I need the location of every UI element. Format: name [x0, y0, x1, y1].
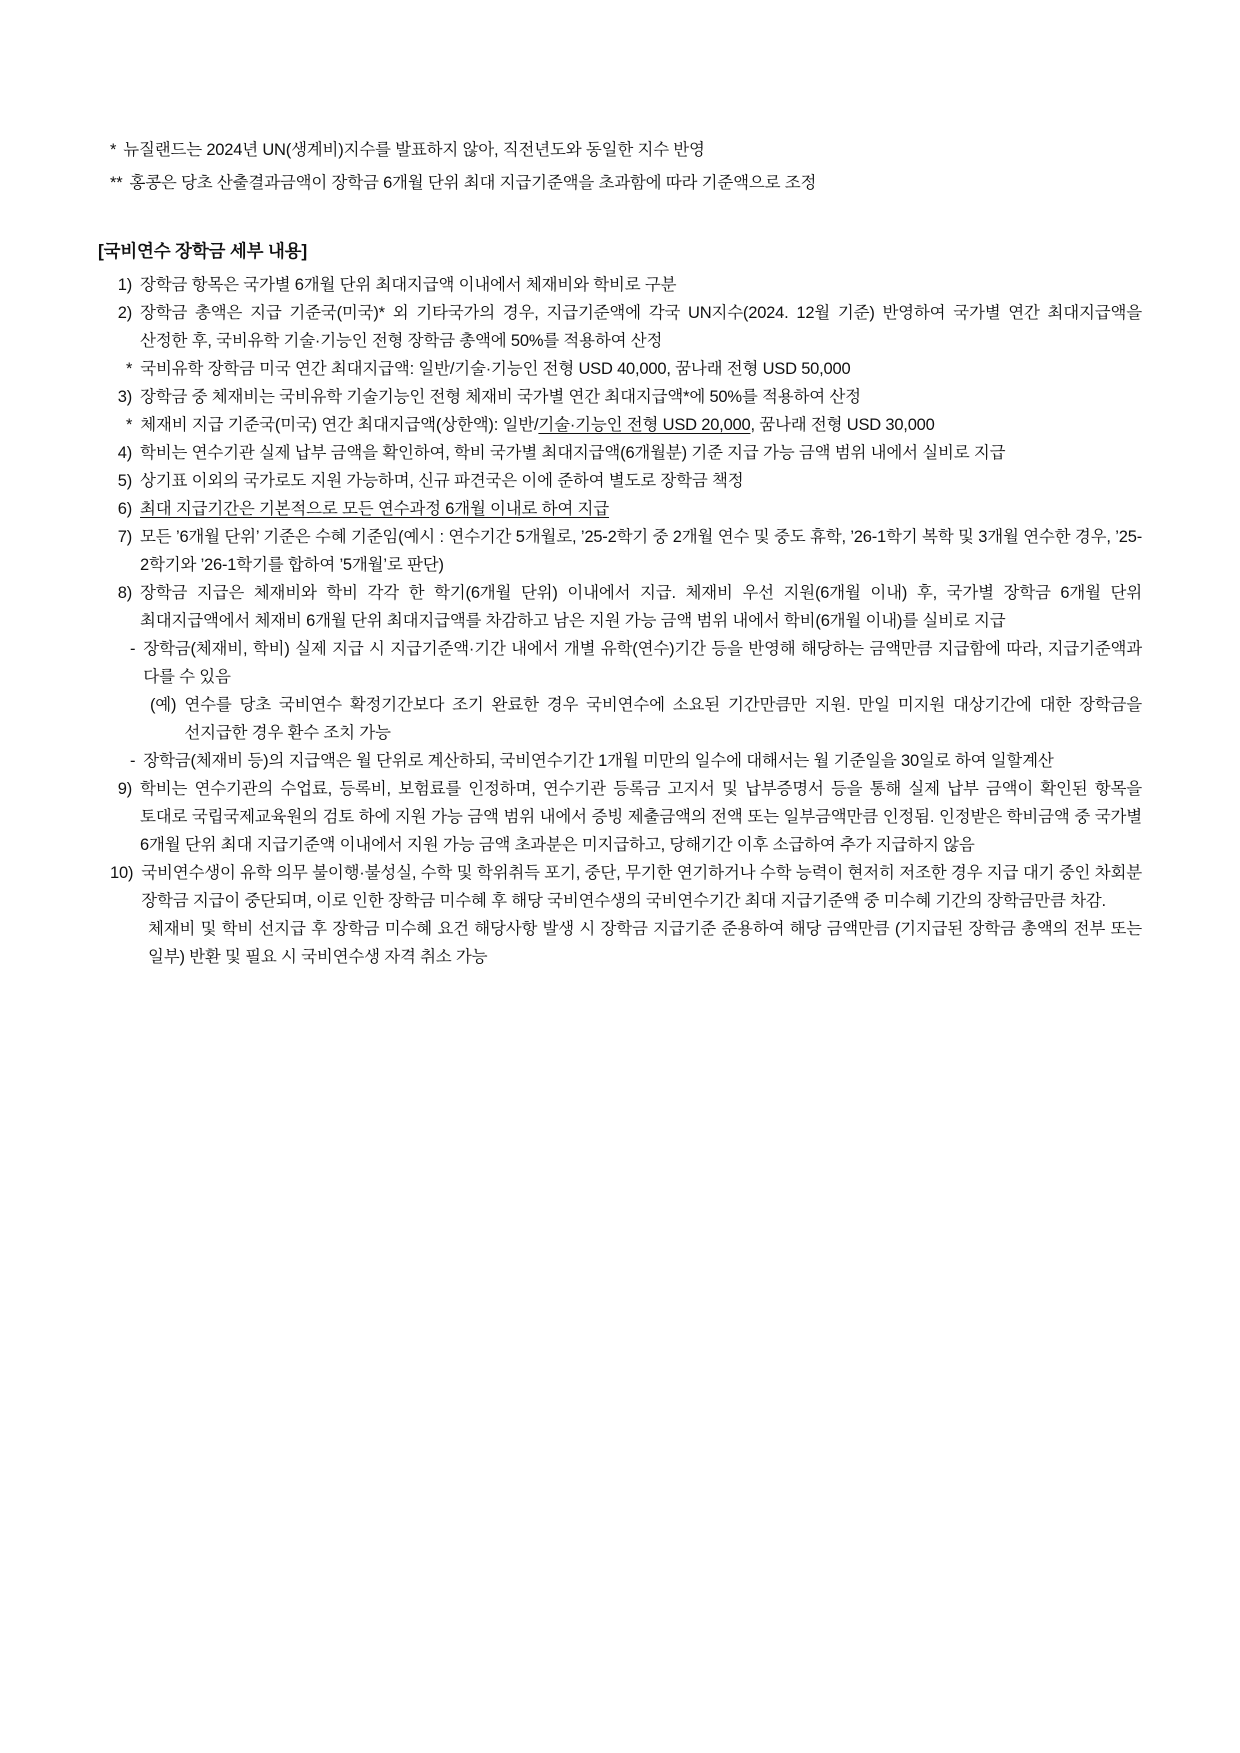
item-10-continued-text: [148, 915, 1142, 971]
item-8-dash-1: [130, 635, 1142, 691]
item-10-text: [141, 859, 1142, 915]
item-2-segment-0: 장학금 총액은 지급 기준국(미국)* 외 기타국가의 경우, 지급기준액에 각국 UN지수(2024. 12월 기준) 반영하여 국가별 연간 최대지급액을 산정한 후, 국비유학 기술·기능인 전형 장학금 총액에 50%를 적용하여 산정: [140, 304, 1142, 350]
item-4-text: [140, 439, 1142, 467]
item-2-note-marker: *: [126, 360, 133, 378]
item-2-note: [126, 355, 1142, 383]
item-2: [110, 299, 1142, 355]
item-2-note-text: [140, 355, 1142, 383]
item-3-segment-0: 장학금 중 체재비는 국비유학 기술기능인 전형 체재비 국가별 연간 최대지급액*에 50%를 적용하여 산정: [140, 388, 861, 406]
item-4: [110, 439, 1142, 467]
item-2-note-segment-0: 국비유학 장학금 미국 연간 최대지급액: 일반/기술·기능인 전형 USD 40,000, 꿈나래 전형 USD 50,000: [140, 360, 851, 378]
item-8: [110, 579, 1142, 635]
footnote-newzealand: [110, 136, 1142, 164]
item-1-segment-0: 장학금 항목은 국가별 6개월 단위 최대지급액 이내에서 체재비와 학비로 구분: [140, 276, 677, 294]
footnote-newzealand-text: [123, 136, 1142, 164]
item-8-segment-0: 장학금 지급은 체재비와 학비 각각 한 학기(6개월 단위) 이내에서 지급. 체재비 우선 지원(6개월 이내) 후, 국가별 장학금 6개월 단위 최대지급액에서 체재비 6개월 단위 최대지급액를 차감하고 남은 지원 가능 금액 범위 내에서 학비(6개월 이내)를 실비로 지급: [140, 584, 1142, 630]
item-10: [110, 859, 1142, 915]
item-8-dash-1-marker: -: [130, 640, 136, 658]
item-10-segment-0: 국비연수생이 유학 의무 불이행·불성실, 수학 및 학위취득 포기, 중단, 무기한 연기하거나 수학 능력이 현저히 저조한 경우 지급 대기 중인 차회분 장학금 지급이 중단되며, 이로 인한 장학금 미수혜 후 해당 국비연수생의 국비연수기간 최대 지급기준액 중 미수혜 기간의 장학금만큼 차감.: [141, 864, 1142, 910]
item-7-text: [140, 523, 1142, 579]
section-title: [98, 237, 1142, 265]
item-5: [110, 467, 1142, 495]
item-3-note-segment-0: 체재비 지급 기준국(미국) 연간 최대지급액(상한액): 일반/: [140, 416, 539, 434]
footnote-newzealand-segment-0: 뉴질랜드는 2024년 UN(생계비)지수를 발표하지 않아, 직전년도와 동일한 지수 반영: [123, 141, 705, 159]
footnote-hongkong: [110, 169, 1142, 197]
item-8-marker: 8): [117, 584, 132, 602]
item-5-segment-0: 상기표 이외의 국가로도 지원 가능하며, 신규 파견국은 이에 준하여 별도로 장학금 책정: [140, 472, 744, 490]
item-7-marker: 7): [117, 528, 132, 546]
item-3-text: [140, 383, 1142, 411]
item-10-continued: [148, 915, 1142, 971]
item-8-text: [140, 579, 1142, 635]
item-4-segment-0: 학비는 연수기관 실제 납부 금액을 확인하여, 학비 국가별 최대지급액(6개월분) 기준 지급 가능 금액 범위 내에서 실비로 지급: [140, 444, 1006, 462]
item-9-marker: 9): [117, 780, 132, 798]
item-8-example-marker: (예): [150, 696, 177, 714]
item-1-marker: 1): [117, 276, 132, 294]
item-3: [110, 383, 1142, 411]
section-title-segment-0: [국비연수 장학금 세부 내용]: [98, 241, 307, 261]
item-9: [110, 775, 1142, 859]
item-8-example: [150, 691, 1142, 747]
item-1: [110, 271, 1142, 299]
item-8-dash-1-segment-0: 장학금(체재비, 학비) 실제 지급 시 지급기준액·기간 내에서 개별 유학(연수)기간 등을 반영해 해당하는 금액만큼 지급함에 따라, 지급기준액과 다를 수 있음: [143, 640, 1142, 686]
item-9-text: [140, 775, 1142, 859]
item-1-text: [140, 271, 1142, 299]
item-6-text: [140, 495, 1142, 523]
footnote-hongkong-marker: **: [110, 174, 123, 192]
item-8-example-text: [184, 691, 1142, 747]
item-6: [110, 495, 1142, 523]
item-2-marker: 2): [117, 304, 132, 322]
item-6-marker: 6): [117, 500, 132, 518]
footnote-hongkong-segment-0: 홍콩은 당초 산출결과금액이 장학금 6개월 단위 최대 지급기준액을 초과함에 따라 기준액으로 조정: [129, 174, 817, 192]
item-3-note-marker: *: [126, 416, 133, 434]
item-3-marker: 3): [117, 388, 132, 406]
item-8-example-segment-0: 연수를 당초 국비연수 확정기간보다 조기 완료한 경우 국비연수에 소요된 기간만큼만 지원. 만일 미지원 대상기간에 대한 장학금을 선지급한 경우 환수 조치 가능: [184, 696, 1142, 742]
item-8-dash-2-text: [143, 747, 1142, 775]
item-5-marker: 5): [117, 472, 132, 490]
item-3-note: [126, 411, 1142, 439]
item-10-continued-segment-0: 체재비 및 학비 선지급 후 장학금 미수혜 요건 해당사항 발생 시 장학금 지급기준 준용하여 해당 금액만큼 (기지급된 장학금 총액의 전부 또는 일부) 반환 및 필요 시 국비연수생 자격 취소 가능: [148, 920, 1142, 966]
item-3-note-text: [140, 411, 1142, 439]
item-10-marker: 10): [110, 864, 134, 882]
item-8-dash-2-marker: -: [130, 752, 136, 770]
item-6-segment-0: 최대 지급기간은 기본적으로 모든 연수과정 6개월 이내로 하여 지급: [140, 500, 610, 518]
item-3-note-segment-1: 기술·기능인 전형 USD 20,000: [538, 416, 751, 434]
item-7-segment-0: 모든 ’6개월 단위’ 기준은 수혜 기준임(예시 : 연수기간 5개월로, ’25-2학기 중 2개월 연수 및 중도 휴학, ’26-1학기 복학 및 3개월 연수한 경우, ’25-2학기와 ’26-1학기를 합하여 ’5개월’로 판단): [140, 528, 1142, 574]
item-2-text: [140, 299, 1142, 355]
footnote-hongkong-text: [129, 169, 1142, 197]
item-8-dash-1-text: [143, 635, 1142, 691]
item-4-marker: 4): [117, 444, 132, 462]
footnote-newzealand-marker: *: [110, 141, 117, 159]
item-5-text: [140, 467, 1142, 495]
item-3-note-segment-2: , 꿈나래 전형 USD 30,000: [750, 416, 935, 434]
item-8-dash-2: [130, 747, 1142, 775]
item-9-segment-0: 학비는 연수기관의 수업료, 등록비, 보험료를 인정하며, 연수기관 등록금 고지서 및 납부증명서 등을 통해 실제 납부 금액이 확인된 항목을 토대로 국립국제교육원의 검토 하에 지원 가능 금액 범위 내에서 증빙 제출금액의 전액 또는 일부금액만큼 인정됨. 인정받은 학비금액 중 국가별 6개월 단위 최대 지급기준액 이내에서 지원 가능 금액 초과분은 미지급하고, 당해기간 이후 소급하여 추가 지급하지 않음: [140, 780, 1142, 854]
item-7: [110, 523, 1142, 579]
section-title-text: [98, 237, 1142, 265]
item-8-dash-2-segment-0: 장학금(체재비 등)의 지급액은 월 단위로 계산하되, 국비연수기간 1개월 미만의 일수에 대해서는 월 기준일을 30일로 하여 일할계산: [143, 752, 1054, 770]
